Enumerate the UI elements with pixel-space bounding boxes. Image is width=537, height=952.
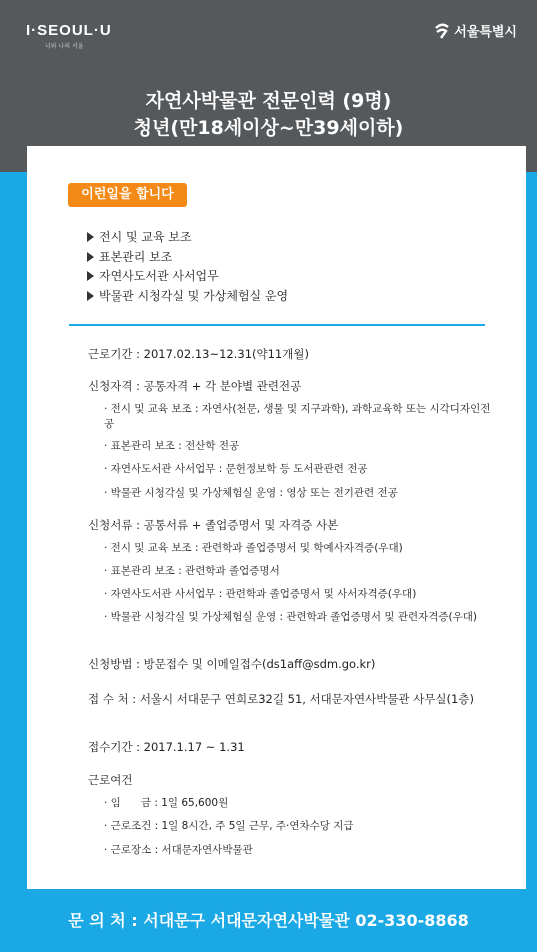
condition-item: · 근로장소 : 서대문자연사박물관 bbox=[104, 844, 253, 856]
duty-item: 박물관 시청각실 및 가상체험실 운영 bbox=[87, 287, 288, 304]
triangle-bullet-icon bbox=[87, 291, 94, 301]
documents: 신청서류 : 공통서류 + 졸업증명서 및 자격증 사본 bbox=[88, 518, 339, 532]
section-divider bbox=[69, 324, 485, 326]
condition-item: · 임 금 : 1일 65,600원 bbox=[104, 797, 229, 809]
triangle-bullet-icon bbox=[87, 271, 94, 281]
document-item: · 자연사도서관 사서업무 : 관련학과 졸업증명서 및 사서자격증(우대) bbox=[104, 588, 417, 600]
triangle-bullet-icon bbox=[87, 252, 94, 262]
duties-badge: 이런일을 합니다 bbox=[68, 183, 187, 207]
contact-footer: 문 의 처 : 서대문구 서대문자연사박물관 02-330-8868 bbox=[68, 911, 469, 930]
document-item: · 전시 및 교육 보조 : 관련학과 졸업증명서 및 학예사자격증(우대) bbox=[104, 542, 403, 554]
duty-item: 표본관리 보조 bbox=[87, 248, 172, 265]
triangle-bullet-icon bbox=[87, 232, 94, 242]
qualification-item: · 전시 및 교육 보조 : 자연사(천문, 생물 및 지구과학), 과학교육학 또는 시각디자인전공 bbox=[104, 403, 491, 430]
qualification-item: · 자연사도서관 사서업무 : 문헌정보학 등 도서관관련 전공 bbox=[104, 463, 368, 475]
duty-item: 자연사도서관 사서업무 bbox=[87, 267, 219, 284]
page-title-line2: 청년(만18세이상~만39세이하) bbox=[133, 117, 404, 139]
apply-method: 신청방법 : 방문접수 및 이메일접수(ds1aff@sdm.go.kr) bbox=[88, 657, 376, 671]
iseoulu-logo bbox=[26, 22, 112, 50]
apply-place: 접 수 처 : 서울시 서대문구 연희로32길 51, 서대문자연사박물관 사무실(1층) bbox=[88, 692, 474, 706]
document-item: · 표본관리 보조 : 관련학과 졸업증명서 bbox=[104, 565, 280, 577]
seoul-city-logo-text: 서울특별시 bbox=[454, 25, 517, 40]
work-period: 근로기간 : 2017.02.13~12.31(약11개월) bbox=[88, 347, 309, 361]
page-title-line1: 자연사박물관 전문인력 (9명) bbox=[145, 90, 392, 112]
seoul-city-logo bbox=[433, 21, 517, 40]
document-item: · 박물관 시청각실 및 가상체험실 운영 : 관련학과 졸업증명서 및 관련자격증(우대) bbox=[104, 611, 478, 623]
apply-dates: 접수기간 : 2017.1.17 ~ 1.31 bbox=[88, 740, 245, 754]
condition-item: · 근로조건 : 1일 8시간, 주 5일 근무, 주·연차수당 지급 bbox=[104, 820, 354, 832]
qualification-item: · 표본관리 보조 : 전산학 전공 bbox=[104, 440, 240, 452]
conditions-title: 근로여건 bbox=[88, 773, 133, 787]
qualification: 신청자격 : 공통자격 + 각 분야별 관련전공 bbox=[88, 379, 302, 393]
iseoulu-tagline: 너와 나의 서울 bbox=[45, 43, 84, 50]
duty-item: 전시 및 교육 보조 bbox=[87, 228, 192, 245]
seoul-emblem-icon bbox=[433, 23, 451, 39]
qualification-item: · 박물관 시청각실 및 가상체험실 운영 : 영상 또는 전기관련 전공 bbox=[104, 487, 398, 499]
iseoulu-logo-text: I·SEOUL·U bbox=[26, 22, 112, 39]
